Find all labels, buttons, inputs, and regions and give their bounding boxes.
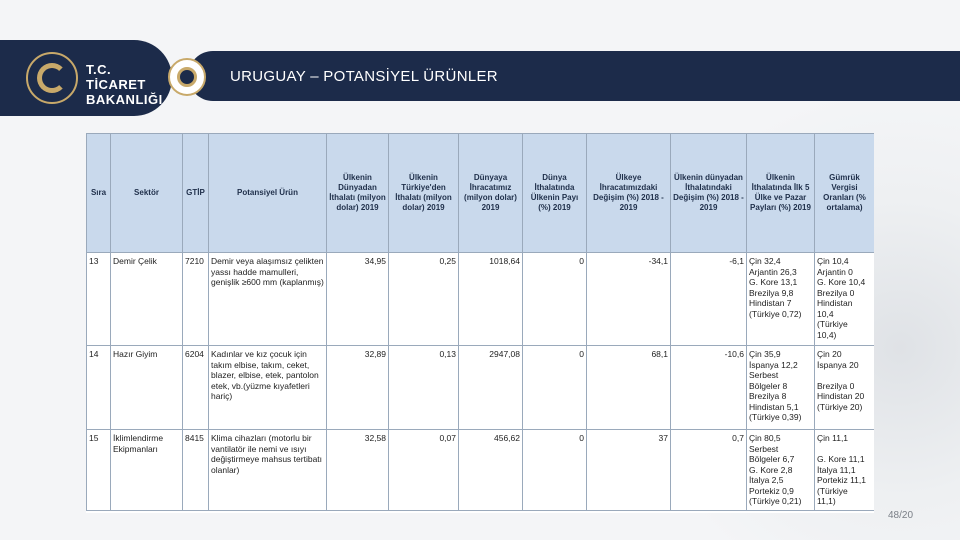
column-header: Ülkenin Türkiye'den İthalatı (milyon dolar) 2019 xyxy=(389,134,459,253)
tariffs-line: Portekiz 11,1 xyxy=(817,475,866,485)
cell-sector: Hazır Giyim xyxy=(111,346,183,430)
tariffs-line: 10,4 xyxy=(817,308,834,319)
column-header: Potansiyel Ürün xyxy=(209,134,327,253)
table-row xyxy=(87,430,875,511)
logo-line-2: BAKANLIĞI xyxy=(86,92,163,107)
cell-no: 13 xyxy=(87,253,111,346)
top5-line: İtalya 2,5 xyxy=(749,475,784,485)
tariffs-line: Çin 10,4 xyxy=(817,256,849,266)
cell-product: Kadınlar ve kız çocuk için takım elbise, takım, ceket, blazer, elbise, etek, pantolon etek, vb.(yüzme kıyafetleri hariç) xyxy=(209,346,327,430)
table-header-row xyxy=(87,134,875,253)
cell-no: 15 xyxy=(87,430,111,511)
cell-export-change: 37 xyxy=(587,430,671,511)
top5-line: Çin 32,4 xyxy=(749,256,781,266)
cell-tariffs xyxy=(815,253,875,346)
title-bar xyxy=(188,51,960,101)
cell-export-world: 1018,64 xyxy=(459,253,523,346)
cell-tariffs xyxy=(815,430,875,511)
cell-import-turkey: 0,07 xyxy=(389,430,459,511)
cell-import-change: -10,6 xyxy=(671,346,747,430)
cell-gtip: 6204 xyxy=(183,346,209,430)
cell-import-world: 32,89 xyxy=(327,346,389,430)
top5-line: Serbest xyxy=(749,443,779,454)
column-header: Dünyaya İhracatımız (milyon dolar) 2019 xyxy=(459,134,523,253)
top5-line: Serbest xyxy=(749,370,779,380)
products-table xyxy=(86,133,874,511)
top5-line: İspanya 12,2 xyxy=(749,359,798,370)
ministry-logo xyxy=(0,40,172,116)
top5-line: G. Kore 2,8 xyxy=(749,464,793,475)
cell-export-world: 2947,08 xyxy=(459,346,523,430)
top5-line: Çin 35,9 xyxy=(749,349,781,359)
tariffs-line: İspanya 20 xyxy=(817,359,859,370)
tariffs-line: 10,4) xyxy=(817,329,837,340)
column-header: Ülkeye İhracatımızdaki Değişim (%) 2018 - 2019 xyxy=(587,134,671,253)
cell-top5 xyxy=(747,253,815,346)
cell-import-turkey: 0,13 xyxy=(389,346,459,430)
tariffs-line: Arjantin 0 xyxy=(817,266,853,277)
top5-line: (Türkiye 0,39) xyxy=(749,412,802,422)
column-header: Sektör xyxy=(111,134,183,253)
tariffs-line: (Türkiye 20) xyxy=(817,401,863,412)
top5-line: Brezilya 8 xyxy=(749,391,787,401)
cell-product: Demir veya alaşımsız çelikten yassı hadde mamulleri, genişlik ≥600 mm (kaplanmış) xyxy=(209,253,327,346)
top5-line: Bölgeler 8 xyxy=(749,380,788,391)
cell-share: 0 xyxy=(523,430,587,511)
column-header: Sıra xyxy=(87,134,111,253)
cell-import-world: 34,95 xyxy=(327,253,389,346)
column-header: Ülkenin İthalatında İlk 5 Ülke ve Pazar Payları (%) 2019 xyxy=(747,134,815,253)
cell-export-change: -34,1 xyxy=(587,253,671,346)
column-header: Ülkenin dünyadan İthalatındaki Değişim (%) 2018 - 2019 xyxy=(671,134,747,253)
top5-line: Bölgeler 6,7 xyxy=(749,454,795,464)
tariffs-line: Hindistan xyxy=(817,298,853,308)
cell-share: 0 xyxy=(523,346,587,430)
top5-line: Çin 80,5 xyxy=(749,433,781,443)
table-row xyxy=(87,253,875,346)
table-body xyxy=(87,253,875,511)
tariffs-line xyxy=(817,370,872,381)
cell-gtip: 7210 xyxy=(183,253,209,346)
tariffs-line: 11,1) xyxy=(817,496,836,506)
logo-line-1: T.C. TİCARET xyxy=(86,62,146,92)
ministry-seal-icon xyxy=(26,52,78,104)
cell-no: 14 xyxy=(87,346,111,430)
cell-import-world: 32,58 xyxy=(327,430,389,511)
top5-line: Portekiz 0,9 xyxy=(749,485,794,496)
top5-line: Hindistan 5,1 xyxy=(749,401,799,412)
cell-sector: Demir Çelik xyxy=(111,253,183,346)
cell-tariffs xyxy=(815,346,875,430)
tariffs-line: G. Kore 11,1 xyxy=(817,454,865,464)
tariffs-line: İtalya 11,1 xyxy=(817,464,856,475)
tariffs-line: (Türkiye xyxy=(817,485,848,496)
top5-line: Arjantin 26,3 xyxy=(749,266,797,277)
tariffs-line: G. Kore 10,4 xyxy=(817,277,866,287)
cell-export-world: 456,62 xyxy=(459,430,523,511)
page-title: URUGUAY – POTANSİYEL ÜRÜNLER xyxy=(230,68,498,85)
tariffs-line: (Türkiye xyxy=(817,319,848,329)
cell-import-change: 0,7 xyxy=(671,430,747,511)
tariffs-line: Brezilya 0 xyxy=(817,380,855,391)
ring-ornament-icon xyxy=(168,58,206,96)
top5-line: G. Kore 13,1 xyxy=(749,277,798,287)
top5-line: (Türkiye 0,72) xyxy=(749,308,802,319)
cell-product: Klima cihazları (motorlu bir vantilatör ile nemi ve ısıyı değiştirmeye mahsus tertibatı olanlar) xyxy=(209,430,327,511)
column-header: Ülkenin Dünyadan İthalatı (milyon dolar) 2019 xyxy=(327,134,389,253)
tariffs-line: Brezilya 0 xyxy=(817,287,855,298)
top5-line: Brezilya 9,8 xyxy=(749,287,794,298)
column-header: GTİP xyxy=(183,134,209,253)
products-table-container xyxy=(86,133,874,513)
tariffs-line: Hindistan 20 xyxy=(817,391,865,401)
cell-sector: İklimlendirme Ekipmanları xyxy=(111,430,183,511)
logo-text xyxy=(86,62,172,107)
page-number: 48/20 xyxy=(888,510,914,521)
cell-import-turkey: 0,25 xyxy=(389,253,459,346)
top5-line: Hindistan 7 xyxy=(749,298,792,308)
cell-share: 0 xyxy=(523,253,587,346)
top5-line: (Türkiye 0,21) xyxy=(749,496,802,506)
tariffs-line: Çin 20 xyxy=(817,349,842,359)
cell-top5 xyxy=(747,430,815,511)
column-header: Gümrük Vergisi Oranları (% ortalama) xyxy=(815,134,875,253)
tariffs-line xyxy=(817,444,872,455)
column-header: Dünya İthalatında Ülkenin Payı (%) 2019 xyxy=(523,134,587,253)
tariffs-line: Çin 11,1 xyxy=(817,433,849,443)
cell-top5 xyxy=(747,346,815,430)
cell-export-change: 68,1 xyxy=(587,346,671,430)
cell-gtip: 8415 xyxy=(183,430,209,511)
cell-import-change: -6,1 xyxy=(671,253,747,346)
table-row xyxy=(87,346,875,430)
